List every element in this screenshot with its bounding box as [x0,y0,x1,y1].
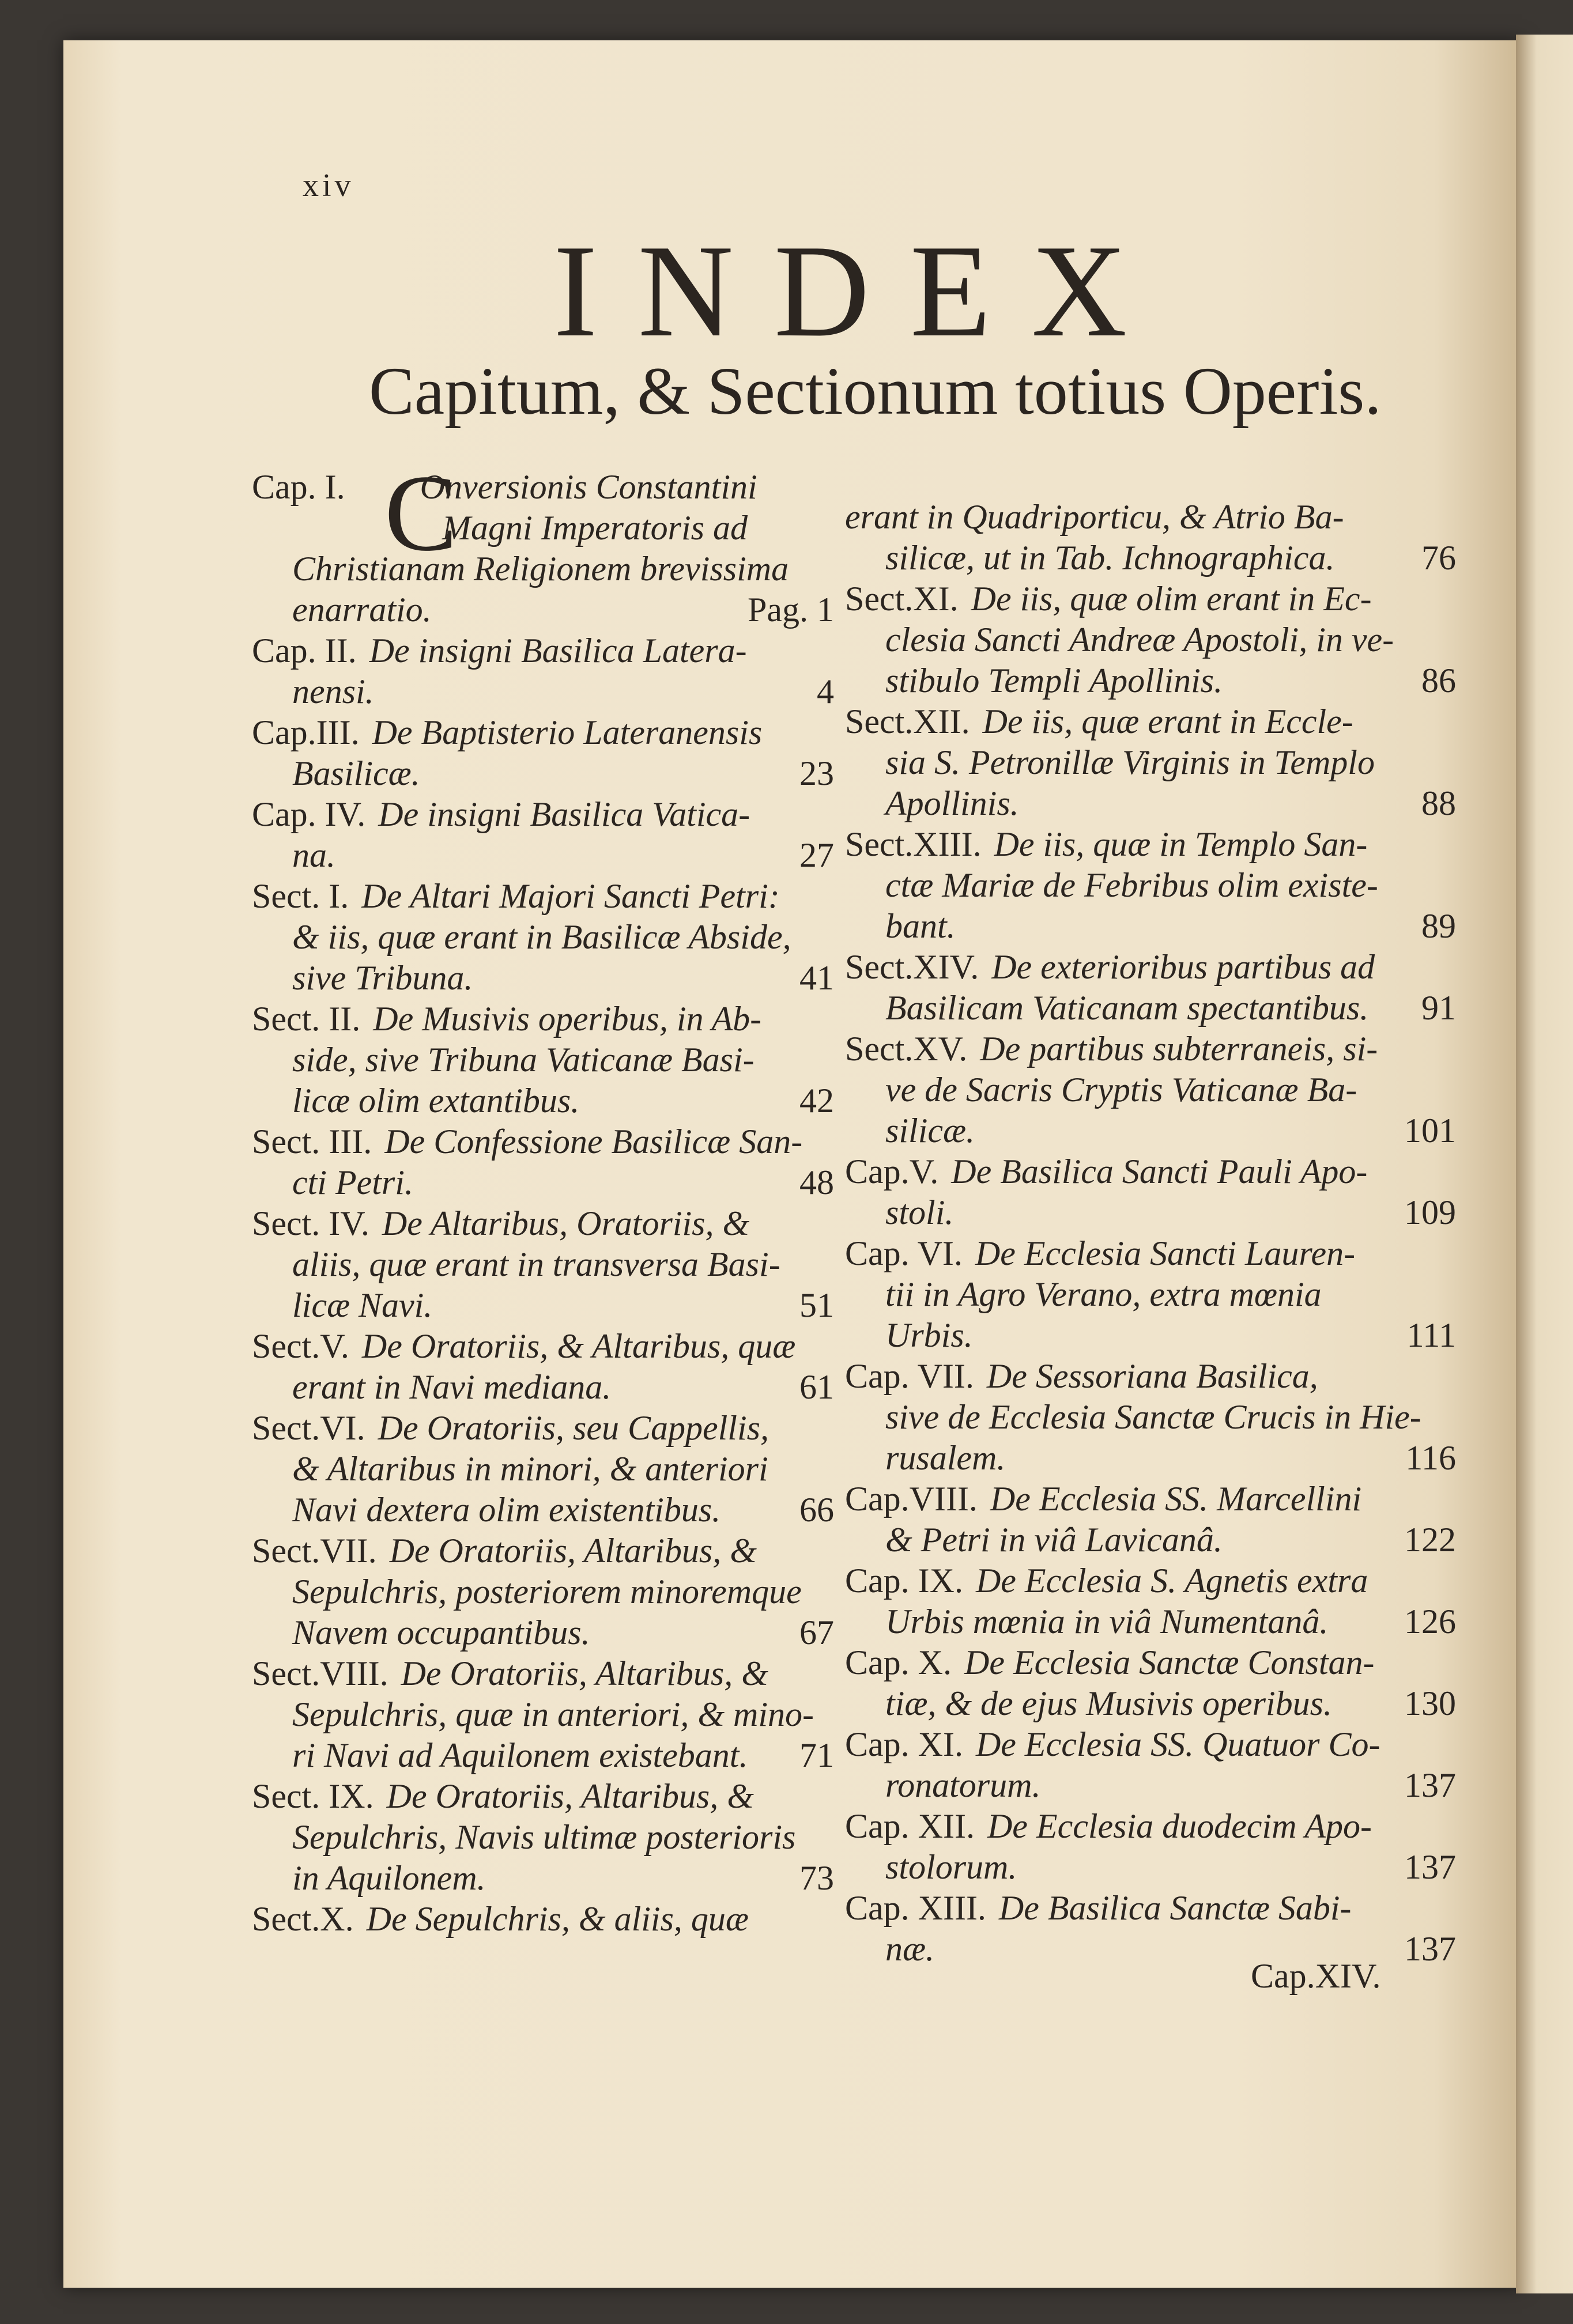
entry-title-line: side, sive Tribuna Vaticanæ Basi- [292,1041,755,1079]
entry-line [252,876,834,917]
entry-title-line: Sepulchris, quæ in anteriori, & mino- [292,1695,814,1733]
entry-title-line: De partibus subterraneis, si- [980,1030,1378,1068]
entry-line [845,1479,1456,1520]
entry-label: Cap.VIII. [845,1480,978,1518]
entry-line [845,1397,1456,1438]
entry-line [252,1121,834,1162]
entry-title-line: sive Tribuna. [292,959,473,997]
entry-title-line: De insigni Basilica Latera- [369,632,747,670]
index-entry [252,1899,834,1940]
entry-title-line: De exterioribus partibus ad [991,948,1375,986]
entry-title-line: & Petri in viâ Lavicanâ. [885,1521,1223,1559]
entry-page-number: 137 [1404,1766,1456,1804]
entry-line [845,1151,1456,1192]
index-entry [252,712,834,794]
entry-title-line: Urbis. [885,1316,973,1354]
entry-title-line: De iis, quæ olim erant in Ec- [971,580,1372,618]
entry-line [845,1192,1456,1233]
entry-title-line: næ. [885,1930,935,1968]
entry-title-line: Basilicam Vaticanam spectantibus. [885,989,1369,1027]
index-column-right [845,497,1456,1970]
entry-label: Cap. II. [252,632,357,670]
entry-title-line: licæ Navi. [292,1286,433,1324]
entry-line [252,549,834,589]
entry-line [845,701,1456,742]
entry-title-line: stolorum. [885,1848,1017,1886]
entry-line [845,1070,1456,1110]
entry-label: Sect. II. [252,1000,361,1038]
entry-title-line: De Ecclesia S. Agnetis extra [975,1562,1368,1600]
index-entry [845,497,1456,579]
entry-line [845,1233,1456,1274]
entry-line [252,1858,834,1899]
entry-title-line: bant. [885,907,956,945]
entry-line [252,712,834,753]
entry-page-number: 101 [1404,1112,1456,1150]
entry-title-line: tiæ, & de ejus Musivis operibus. [885,1684,1332,1722]
entry-line [845,1029,1456,1070]
entry-label: Sect.XI. [845,580,959,618]
entry-title-line: De insigni Basilica Vatica- [378,795,750,833]
entry-line [845,1438,1456,1479]
entry-line [252,467,834,508]
entry-line [845,1642,1456,1683]
entry-line [845,660,1456,701]
entry-line [845,1601,1456,1642]
entry-line [845,783,1456,824]
entry-label: Cap. IX. [845,1562,963,1600]
entry-line [252,917,834,958]
entry-title-line: silicæ, ut in Tab. Ichnographica. [885,539,1335,577]
entry-title-line: in Aquilonem. [292,1859,486,1897]
entry-page-number: 71 [799,1736,834,1774]
entry-line [845,497,1456,538]
entry-label: Cap. IV. [252,795,366,833]
entry-label: Sect. I. [252,877,349,915]
entry-title-line: rusalem. [885,1439,1006,1477]
entry-label: Cap. I. [252,468,345,506]
entry-title-line: De Basilica Sanctæ Sabi- [998,1889,1352,1927]
entry-line [252,1326,834,1367]
entry-page-number: 89 [1421,907,1456,945]
entry-line [845,1560,1456,1601]
entry-line [252,1817,834,1858]
entry-line [252,1776,834,1817]
entry-page-number: 73 [799,1859,834,1897]
entry-page-number: 48 [799,1163,834,1201]
entry-title-line: De Musivis operibus, in Ab- [373,1000,762,1038]
entry-line [252,753,834,794]
entry-title-line: cti Petri. [292,1163,413,1201]
entry-line [845,1806,1456,1847]
entry-line [845,1274,1456,1315]
entry-label: Sect. IX. [252,1777,374,1815]
entry-page-number: 23 [799,754,834,792]
page-subtitle: Capitum, & Sectionum totius Operis. [369,353,1382,429]
facing-page-edge [1516,35,1573,2293]
entry-title-line: Christianam Religionem brevissima [292,550,789,588]
entry-page-number: 126 [1404,1603,1456,1641]
entry-page-number: 109 [1404,1193,1456,1231]
entry-line [845,742,1456,783]
index-entry [845,1479,1456,1560]
entry-title-line: De Oratoriis, Altaribus, & [401,1654,768,1692]
index-entry [845,1724,1456,1806]
index-entry [845,579,1456,701]
entry-line [252,835,834,876]
entry-label: Cap. XIII. [845,1889,986,1927]
entry-title-line: De Oratoriis, Altaribus, & [389,1532,757,1570]
entry-label: Sect. III. [252,1123,372,1161]
entry-page-number: Pag. 1 [748,591,834,629]
entry-line [845,1847,1456,1888]
entry-title-line: clesia Sancti Andreæ Apostoli, in ve- [885,621,1394,659]
index-entry [252,1408,834,1531]
index-entry [252,1121,834,1203]
entry-label: Sect.VIII. [252,1654,388,1692]
entry-title-line: Sepulchris, posteriorem minoremque [292,1573,802,1611]
entry-title-line: ri Navi ad Aquilonem existebant. [292,1736,748,1774]
index-entry [845,701,1456,824]
index-entry [252,630,834,712]
entry-page-number: 76 [1421,539,1456,577]
entry-line [252,1899,834,1940]
index-entry [845,824,1456,947]
index-entry [252,999,834,1121]
entry-page-number: 122 [1404,1521,1456,1559]
entry-line [252,1162,834,1203]
entry-line [845,1683,1456,1724]
entry-title-line: De iis, quæ in Templo San- [994,825,1368,863]
entry-label: Sect.XIV. [845,948,979,986]
entry-label: Sect.VI. [252,1409,365,1447]
entry-line [845,1110,1456,1151]
index-entry [845,947,1456,1029]
entry-page-number: 61 [799,1368,834,1406]
entry-page-number: 137 [1404,1848,1456,1886]
entry-page-number: 67 [799,1613,834,1652]
entry-title-line: sia S. Petronillæ Virginis in Templo [885,743,1375,781]
entry-page-number: 88 [1421,784,1456,822]
entry-line [252,630,834,671]
entry-title-line: nensi. [292,672,374,711]
entry-line [845,988,1456,1029]
entry-page-number: 51 [799,1286,834,1324]
entry-title-line: De Sepulchris, & aliis, quæ [366,1900,749,1938]
entry-line [252,671,834,712]
entry-title-line: De Oratoriis, & Altaribus, quæ [361,1327,796,1365]
entry-line [252,1449,834,1490]
entry-title-line: De Ecclesia SS. Quatuor Co- [975,1725,1380,1763]
entry-title-line: De Ecclesia Sancti Lauren- [975,1234,1356,1272]
entry-title-line: De Ecclesia SS. Marcellini [990,1480,1362,1518]
entry-page-number: 137 [1404,1930,1456,1968]
entry-title-line: De Ecclesia duodecim Apo- [987,1807,1372,1845]
entry-label: Cap. X. [845,1643,952,1681]
entry-line [252,1490,834,1531]
entry-title-line: ronatorum. [885,1766,1041,1804]
entry-line [252,1694,834,1735]
page-folio: xiv [303,168,354,203]
entry-line [252,1080,834,1121]
entry-title-line: tii in Agro Verano, extra mœnia [885,1275,1322,1313]
entry-label: Sect.XV. [845,1030,968,1068]
entry-line [252,1653,834,1694]
entry-line [845,538,1456,579]
entry-title-line: licæ olim extantibus. [292,1082,580,1120]
entry-line [252,1612,834,1653]
entry-line [845,619,1456,660]
entry-line [845,1315,1456,1356]
entry-label: Cap. XI. [845,1725,963,1763]
entry-title-line: De Sessoriana Basilica, [986,1357,1318,1395]
entry-title-line: & iis, quæ erant in Basilicæ Abside, [292,918,791,956]
index-entry [252,794,834,876]
entry-line [252,999,834,1040]
entry-line [252,1531,834,1571]
page-title: INDEX [553,217,1168,364]
entry-line [845,865,1456,906]
entry-label: Sect.X. [252,1900,354,1938]
entry-title-line: De Ecclesia Sanctæ Constan- [964,1643,1375,1681]
entry-line [252,1285,834,1326]
entry-page-number: 130 [1404,1684,1456,1722]
entry-label: Sect.V. [252,1327,349,1365]
entry-page-number: 42 [799,1082,834,1120]
entry-label: Sect.XII. [845,702,970,740]
entry-title-line: Navi dextera olim existentibus. [292,1491,721,1529]
entry-title-line: De Oratoriis, seu Cappellis, [378,1409,769,1447]
index-entry [845,1029,1456,1151]
index-entry [845,1151,1456,1233]
entry-title-line: ctæ Mariæ de Febribus olim existe- [885,866,1378,904]
index-column-left [252,453,834,1940]
entry-line [252,1040,834,1080]
entry-title-line: De Basilica Sancti Pauli Apo- [951,1152,1368,1191]
entry-title-line: De iis, quæ erant in Eccle- [982,702,1353,740]
entry-page-number: 91 [1421,989,1456,1027]
entry-title-line: Sepulchris, Navis ultimæ posterioris [292,1818,796,1856]
entry-line [845,824,1456,865]
index-entry [845,1356,1456,1479]
index-entry [252,1776,834,1899]
entry-page-number: 116 [1405,1439,1456,1477]
entry-line [252,1408,834,1449]
index-entry [252,1653,834,1776]
entry-title-line: aliis, quæ erant in transversa Basi- [292,1245,780,1283]
entry-label: Sect.VII. [252,1532,377,1570]
entry-title-line: De Altari Majori Sancti Petri: [361,877,780,915]
entry-title-line: Apollinis. [885,784,1019,822]
entry-line [845,1765,1456,1806]
index-entry [845,1560,1456,1642]
index-entry [252,1326,834,1408]
entry-title-line: enarratio. [292,591,432,629]
entry-page-number: 41 [799,959,834,997]
entry-title-line: sive de Ecclesia Sanctæ Crucis in Hie- [885,1398,1421,1436]
entry-title-line: De Baptisterio Lateranensis [372,713,763,751]
index-entry [252,1531,834,1653]
entry-label: Cap.III. [252,713,360,751]
entry-line [845,579,1456,619]
entry-title-line: na. [292,836,335,874]
entry-line [252,1571,834,1612]
entry-page-number: 86 [1421,662,1456,700]
entry-title-line: De Oratoriis, Altaribus, & [386,1777,754,1815]
entry-label: Cap. VII. [845,1357,974,1395]
entry-title-line: silicæ. [885,1112,975,1150]
index-entry [252,453,834,630]
entry-line [252,794,834,835]
entry-title-line: Urbis mœnia in viâ Numentanâ. [885,1603,1329,1641]
index-entry [845,1806,1456,1888]
entry-title-line: Basilicæ. [292,754,420,792]
entry-title-line: ve de Sacris Cryptis Vaticanæ Ba- [885,1071,1357,1109]
entry-label: Cap. VI. [845,1234,963,1272]
entry-line [252,1203,834,1244]
entry-title-line: De Altaribus, Oratoriis, & [382,1204,750,1242]
index-entry [252,1203,834,1326]
entry-line [252,1735,834,1776]
entry-line [252,1367,834,1408]
drop-capital: C [384,453,458,574]
entry-line [252,1244,834,1285]
entry-line [845,1724,1456,1765]
entry-title-line: stoli. [885,1193,954,1231]
entry-label: Cap.V. [845,1152,939,1191]
catchword: Cap.XIV. [1251,1957,1381,1995]
entry-line [845,947,1456,988]
entry-line [845,906,1456,947]
entry-page-number: 66 [799,1491,834,1529]
entry-page-number: 111 [1406,1316,1456,1354]
index-entry [845,1233,1456,1356]
entry-line [845,1888,1456,1929]
entry-title-line: & Altaribus in minori, & anteriori [292,1450,768,1488]
entry-title-line: erant in Navi mediana. [292,1368,612,1406]
entry-line [252,508,834,549]
entry-page-number: 4 [817,672,834,711]
entry-line [845,1356,1456,1397]
entry-title-line: Magni Imperatoris ad [442,509,748,547]
entry-line [252,589,834,630]
index-entry [845,1642,1456,1724]
index-entry [252,876,834,999]
entry-title-line: Onversionis Constantini [420,468,757,506]
entry-label: Sect.XIII. [845,825,982,863]
entry-label: Sect. IV. [252,1204,369,1242]
entry-title-line: stibulo Templi Apollinis. [885,662,1223,700]
entry-title-line: erant in Quadriporticu, & Atrio Ba- [845,498,1344,536]
entry-label: Cap. XII. [845,1807,975,1845]
entry-line [252,958,834,999]
entry-line [845,1520,1456,1560]
entry-title-line: Navem occupantibus. [292,1613,590,1652]
entry-page-number: 27 [799,836,834,874]
entry-title-line: De Confessione Basilicæ San- [384,1123,803,1161]
